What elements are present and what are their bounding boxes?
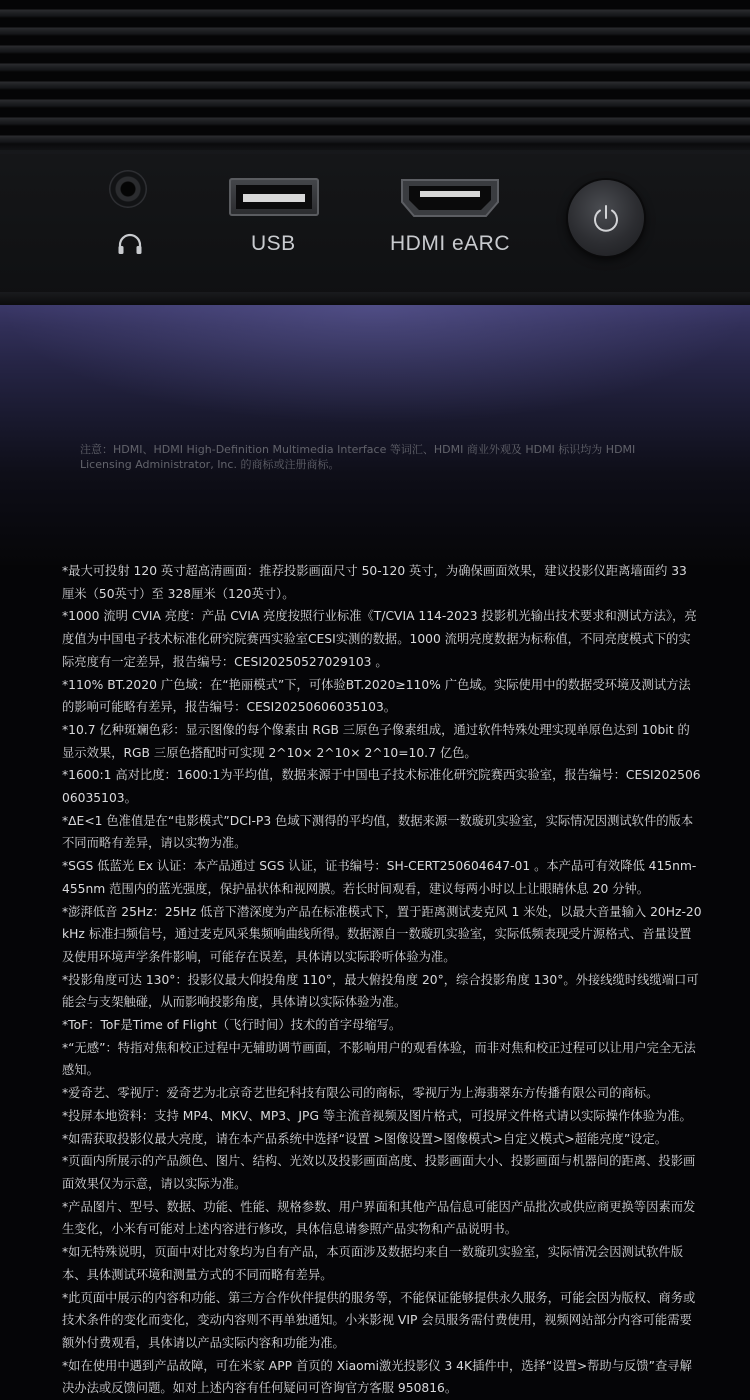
usb-port-icon [229,178,319,216]
note-delta-e: *ΔE<1 色准值是在“电影模式”DCI-P3 色域下测得的平均值，数据来源一数璇玑实验室，实际情况因测试软件的版本不同而略有差异，请以实物为准。 [62,813,694,851]
note-local-media: *投屏本地资料：支持 MP4、MKV、MP3、JPG 等主流音视频及图片格式，可投屏文件格式请以实际操作体验为准。 [62,1108,692,1123]
note-support: *如在使用中遇到产品故障，可在米家 APP 首页的 Xiaomi激光投影仪 3 4K插件中，选择“设置>帮助与反馈”查寻解决办法或反馈问题。如对上述内容有任何疑问可咨询官方客服 950816。 [62,1358,692,1396]
note-screen-size: *最大可投射 120 英寸超高清画面：推荐投影画面尺寸 50-120 英寸，为确保画面效果，建议投影仪距离墙面约 33 厘米（50英寸）至 328厘米（120英寸）。 [62,564,687,601]
note-third-party: *此页面中展示的内容和功能、第三方合作伙伴提供的服务等，不能保证能够提供永久服务，可能会因为版权、商务或技术条件的变化而变化，变动内容则不再单独通知。小米影视 VIP 会员服务需付费使用，视频网站部分内容可能需要额外付费观看，具体请以产品实际内容和功能为准。 [62,1290,696,1350]
hdmi-trademark-note: 注意：HDMI、HDMI High-Definition Multimedia Interface 等词汇、HDMI 商业外观及 HDMI 标识均为 HDMI Licensing Administrator, Inc. 的商标或注册商标。 [80,443,636,471]
note-color-gamut: *110% BT.2020 广色域：在“艳丽模式”下，可体验BT.2020≥110% 广色域。实际使用中的数据受环境及测试方法的影响可能略有差异，报告编号：CESI20250606035103。 [62,677,691,715]
disclaimer-notes [62,560,702,1400]
note-bass: *澎湃低音 25Hz：25Hz 低音下潜深度为产品在标准模式下，置于距离测试麦克风 1 米处，以最大音量输入 20Hz-20kHz 标准扫频信号，通过麦克风采集频响曲线所得。数据源自一数璇玑实验室，实际低频表现受片源格式、音量设置及使用环境声学条件影响，可能存在误差，具体请以实际聆听体验为准。 [62,904,702,964]
note-product-info: *产品图片、型号、数据、功能、性能、规格参数、用户界面和其他产品信息可能因产品批次或供应商更换等因素而发生变化，小米有可能对上述内容进行修改，具体信息请参照产品实物和产品说明书。 [62,1199,696,1237]
hdmi-port-icon [400,178,500,218]
note-contrast: *1600:1 高对比度：1600:1为平均值，数据来源于中国电子技术标准化研究院赛西实验室，报告编号：CESI20250606035103。 [62,768,701,806]
note-projection-angle: *投影角度可达 130°：投影仪最大仰投角度 110°，最大俯投角度 20°，综合投影角度 130°。外接线缆时线缆端口可能会与支架触碰，从而影响投影角度，具体请以实际体验为准。 [62,972,699,1010]
glow-sheen [0,305,750,425]
note-colors: *10.7 亿种斑斓色彩：显示图像的每个像素由 RGB 三原色子像素组成，通过软件特殊处理实现单原色达到 10bit 的显示效果，RGB 三原色搭配时可实现 2^10× 2^10× 2^10=10.7 亿色。 [62,722,690,760]
headphone-icon [116,232,144,256]
power-button[interactable] [568,180,644,256]
vent-grille [0,0,750,150]
usb-label: USB [251,232,296,255]
note-comparison: *如无特殊说明，页面中对比对象均为自有产品，本页面涉及数据均来自一数璇玑实验室，实际情况会因测试软件版本、具体测试环境和测量方式的不同而略有差异。 [62,1245,683,1282]
power-icon [590,202,622,234]
note-seamless: *“无感”：特指对焦和校正过程中无辅助调节画面，不影响用户的观看体验，而非对焦和校正过程可以让用户完全无法感知。 [62,1040,696,1078]
note-brightness: *1000 流明 CVIA 亮度：产品 CVIA 亮度按照行业标准《T/CVIA 114-2023 投影机光输出技术要求和测试方法》，亮度值为中国电子技术标准化研究院赛西实验室CESI实测的数据。1000 流明亮度数据为标称值，不同亮度模式下的实际亮度有一定差异，报告编号：CESI20250527029103 。 [62,609,697,669]
note-low-blue-light: *SGS 低蓝光 Ex 认证：本产品通过 SGS 认证，证书编号：SH-CERT250604647-01 。本产品可有效降低 415nm-455nm 范围内的蓝光强度，保护晶状体和视网膜。若长时间观看，建议每两小时以上让眼睛休息 20 分钟。 [62,859,697,896]
note-illustrative: *页面内所展示的产品颜色、图片、结构、光效以及投影画面高度、投影画面大小、投影画面与机器间的距离、投影画面效果仅为示意，请以实际为准。 [62,1154,696,1191]
projector-back-panel [0,0,750,305]
note-tof: *ToF：ToF是Time of Flight（飞行时间）技术的首字母缩写。 [62,1018,402,1033]
hdmi-earc-label: HDMI eARC [390,232,511,255]
note-max-brightness: *如需获取投影仪最大亮度，请在本产品系统中选择“设置 >图像设置>图像模式>自定义模式>超能亮度”设定。 [62,1131,668,1146]
grille-shadow [0,140,750,154]
note-trademarks: *爱奇艺、零视厅：爱奇艺为北京奇艺世纪科技有限公司的商标，零视厅为上海翡翠东方传播有限公司的商标。 [62,1086,659,1101]
device-bottom-edge [0,292,750,305]
audio-jack-port [109,170,147,208]
